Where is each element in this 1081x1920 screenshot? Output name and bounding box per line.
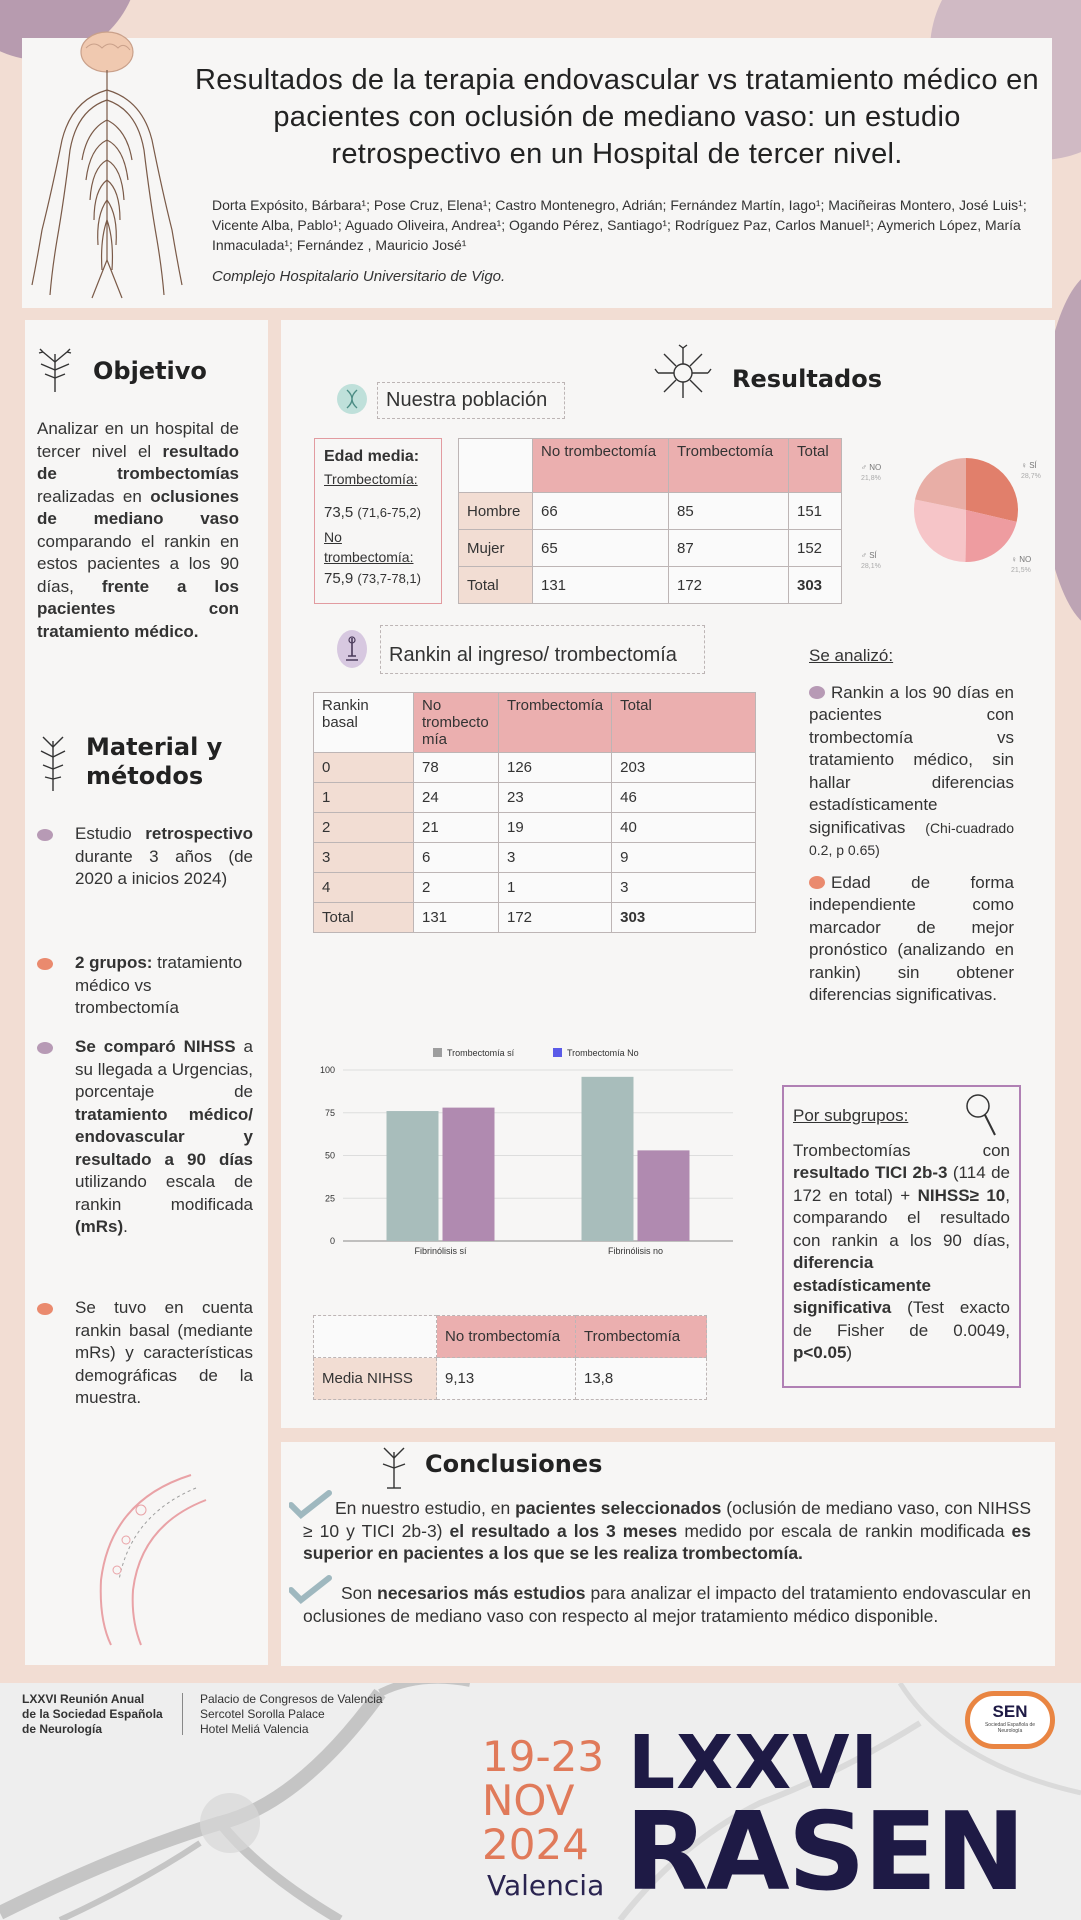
sex-pie-chart [861,440,1051,590]
table-row-label: Total [314,903,414,933]
x-tick-label: Fibrinólisis no [607,1246,664,1256]
table-cell: 9,13 [437,1358,576,1400]
event-dates [482,1732,605,1869]
table-cell: 1 [499,873,612,903]
venue-1: Palacio de Congresos de Valencia [200,1692,383,1706]
material-bullet-4 [37,1297,253,1410]
poster-title: Resultados de la terapia endovascular vs tratamiento médico en pacientes con oclusión de mediano vaso: un estudio retrospectivo en un Hospital de tercer nivel. [195,64,1039,170]
table-header-cell: No trombectomía [533,439,669,493]
table-header-cell: Trombectomía [576,1316,707,1358]
table-row [459,493,842,530]
table-cell: 131 [533,567,669,604]
legend-label: Trombectomía sí [447,1048,515,1058]
table-cell: 203 [612,753,756,783]
pie-value-label: 28,1% [861,563,881,570]
se-analizo-block [809,645,1014,1007]
rankin-subheading: Rankin al ingreso/ trombectomía [380,625,705,674]
footer-banner [0,1683,1081,1920]
table-cell: 19 [499,813,612,843]
subgrupos-b3: diferencia estadísticamente significativa [793,1253,931,1317]
subgrupos-b1: resultado TICI 2b-3 [793,1163,948,1182]
objetivo-text-2: realizadas en [37,486,151,506]
bullet-dot-icon [37,1303,53,1315]
table-row-label: Hombre [459,493,533,530]
nervous-system-illustration [22,30,192,300]
pie-value-label: 28,7% [1021,473,1041,480]
bullet-dot-icon [809,876,825,889]
concl-c1-t2: (oclusión de mediano vaso, con NIHSS ≥ 10 y TICI 2b-3) [303,1498,1031,1541]
subgrupos-box [782,1085,1021,1388]
table-header-cell: No trombectomía [437,1316,576,1358]
bar [443,1108,495,1241]
table-cell: 6 [414,843,499,873]
dna-icon [337,384,367,414]
event-city: Valencia [487,1869,605,1902]
left-column-panel [25,320,268,1665]
table-cell: 21 [414,813,499,843]
subgrupos-text [793,1140,1010,1365]
table-row-label: Total [459,567,533,604]
event-line-2: de la Sociedad Española [22,1707,163,1721]
subgrupos-t4: (Test exacto de Fisher de 0.0049, [793,1298,1010,1340]
table-row-label: 2 [314,813,414,843]
table-cell: 2 [414,873,499,903]
edad-no-label: No trombectomía: [324,529,414,565]
subgrupos-t3: , comparando el resultado con rankin a los 90 días, [793,1185,1010,1250]
affiliation: Complejo Hospitalario Universitario de Vigo. [212,268,506,285]
objetivo-bold-2: oclusiones de mediano vaso [37,486,239,528]
table-row [314,903,756,933]
table-cell: 303 [612,903,756,933]
event-dates-month: NOV [482,1776,575,1825]
conclusiones-panel [281,1442,1055,1666]
material-b3-bold-1: Se comparó NIHSS [75,1037,236,1056]
bullet-dot-icon [37,958,53,970]
y-tick-label: 50 [324,1150,335,1161]
authors-list: Dorta Expósito, Bárbara¹; Pose Cruz, Elena¹; Castro Montenegro, Adrián; Fernández Martín, Iago¹; Maciñeiras Montero, José Luis¹; Vicente Alba, Pablo¹; Aguado Oliveira, Andrea¹; Ogando Pérez, Santiago¹; Rodríguez Paz, Carlos Manuel¹; Aymerich López, María Inmaculada¹; Fernández , Mauricio José¹ [212,197,1027,253]
legend-swatch [553,1048,562,1057]
concl-c2-t1: Son [341,1583,378,1603]
material-b1-bold: retrospectivo [145,824,253,843]
header-panel [22,38,1052,308]
subgrupos-t2: (114 de 172 en total) + [793,1163,1010,1205]
material-b1-text-1: Estudio [75,824,146,843]
objetivo-text-3: comparando el rankin en estos pacientes a los 90 días, [37,531,239,596]
table-cell: 65 [533,530,669,567]
table-cell: 13,8 [576,1358,707,1400]
rasen-number: LXXVI [628,1720,880,1806]
se-analizo-item-2 [809,872,1014,1007]
bar [638,1150,690,1241]
material-b3-text-2: utilizando escala de rankin modificada [75,1172,253,1214]
bullet-dot-icon [809,686,825,699]
sen-logo-text: SEN [992,1702,1028,1721]
se-analizo-item-2-text: Edad de forma independiente como marcador de mejor pronóstico (analizando en rankin) sin obtener diferencias significativas. [809,872,1014,1004]
table-header-cell: Trombectomía [499,693,612,753]
nihss-table [313,1315,707,1400]
table-cell: 131 [414,903,499,933]
blood-vessel-illustration [71,1470,211,1650]
se-analizo-item-1-text: Rankin a los 90 días en pacientes con trombectomía vs tratamiento médico, sin hallar diferencias estadísticamente significativas [809,682,1014,837]
material-b2-bold: 2 grupos: [75,953,153,972]
y-tick-label: 0 [329,1236,335,1246]
sen-logo [965,1691,1055,1749]
neuron-icon [654,344,712,402]
tree-icon [35,733,71,793]
se-analizo-item-1-stat: (Chi-cuadrado 0.2, p 0.65) [809,819,1014,858]
resultados-heading: Resultados [732,365,882,393]
edad-trombectomia-value: 73,5 [324,504,354,521]
objetivo-text [37,418,239,643]
table-header-row [314,1316,707,1358]
objetivo-bold-3: frente a los pacientes con tratamiento médico. [37,576,239,641]
event-dates-year: 2024 [482,1820,589,1869]
edad-no-value: 75,9 [324,570,354,587]
table-row [314,843,756,873]
subgrupos-b4: p<0.05 [793,1343,847,1362]
check-icon [289,1574,333,1604]
material-b4-text: Se tuvo en cuenta rankin basal (mediante mRs) y características demográficas de la muestra. [75,1298,253,1407]
check-icon [289,1489,333,1519]
concl-c1-t1: En nuestro estudio, en [335,1498,516,1518]
bar [387,1111,439,1241]
plant-icon [33,344,77,394]
legend-label: Trombectomía No [567,1048,639,1058]
x-tick-label: Fibrinólisis sí [414,1246,467,1256]
table-cell [314,1316,437,1358]
y-tick-label: 100 [319,1065,335,1075]
table-row [314,873,756,903]
poblacion-table [458,438,842,604]
bar [582,1077,634,1241]
conclusiones-heading: Conclusiones [425,1450,603,1478]
subgrupos-t5: ) [846,1343,853,1362]
venue-2: Sercotel Sorolla Palace [200,1707,325,1721]
table-cell: 66 [533,493,669,530]
table-cell: 3 [612,873,756,903]
pie-value-label: 21,5% [1011,567,1031,574]
subgrupos-b2: NIHSS≥ 10 [917,1185,1006,1205]
conclusion-item-2 [303,1582,1031,1627]
bullet-dot-icon [37,1042,53,1054]
pie-label: ♂ NO [861,463,882,472]
table-row-label: 4 [314,873,414,903]
concl-c1-t3: medido por escala de rankin modificada [677,1520,1012,1541]
edad-no-range: (73,7-78,1) [357,571,421,586]
objetivo-bold-1: resultado de trombectomías [37,441,239,483]
table-row [314,783,756,813]
table-cell: 172 [499,903,612,933]
legend-swatch [433,1048,442,1057]
objetivo-heading: Objetivo [93,357,207,385]
table-cell: 78 [414,753,499,783]
footer-divider [182,1693,183,1735]
material-b3-text-1: a su llegada a Urgencias, porcentaje de [75,1037,253,1101]
table-header-cell: Trombectomía [669,439,789,493]
event-name [22,1692,163,1737]
edad-title: Edad media: [324,448,420,465]
microscope-icon [337,630,367,668]
edad-trombectomia-range: (71,6-75,2) [357,505,421,520]
edad-trombectomia-label: Trombectomía: [324,471,418,487]
pie-label: ♂ SÍ [861,551,877,560]
material-b3-bold-2: tratamiento médico/ endovascular y resultado a 90 días [75,1104,253,1169]
venue-list [200,1692,383,1737]
subgrupos-t1: Trombectomías con [793,1140,1010,1160]
results-panel [281,320,1055,1428]
table-row-label: Media NIHSS [314,1358,437,1400]
venue-3: Hotel Meliá Valencia [200,1722,309,1736]
table-cell: 24 [414,783,499,813]
material-bullet-2 [37,952,253,1020]
table-row [459,567,842,604]
table-cell: 152 [789,530,842,567]
fibrinolisis-bar-chart [313,1020,753,1270]
concl-c2-t2: para analizar el impacto del tratamiento endovascular en oclusiones de mediano vaso con respecto al mejor tratamiento médico disponible. [303,1583,1032,1626]
pie-value-label: 21,8% [861,475,881,482]
pie-label: ♀ NO [1011,555,1032,564]
table-cell: 87 [669,530,789,567]
table-cell: 46 [612,783,756,813]
rankin-table [313,692,756,933]
bullet-dot-icon [37,829,53,841]
table-cell: 85 [669,493,789,530]
table-cell: 3 [499,843,612,873]
conclusion-item-1 [303,1497,1031,1565]
table-header-row [314,693,756,753]
table-header-row [459,439,842,493]
rasen-title: RASEN [625,1790,1024,1915]
y-tick-label: 75 [324,1107,335,1118]
table-cell: 172 [669,567,789,604]
plant-icon [377,1442,411,1490]
se-analizo-item-1 [809,682,1014,862]
table-cell: 303 [789,567,842,604]
material-b3-text-3: . [123,1217,128,1236]
objetivo-text-1: Analizar en un hospital de tercer nivel el [37,419,239,461]
magnifier-icon [963,1091,997,1139]
material-bullet-3 [37,1036,253,1239]
table-cell: 9 [612,843,756,873]
concl-c1-b2: el resultado a los 3 meses [449,1520,678,1541]
table-row-label: Mujer [459,530,533,567]
table-header-cell: Total [789,439,842,493]
material-bullet-1 [37,823,253,891]
table-cell: 151 [789,493,842,530]
event-line-3: de Neurología [22,1722,103,1736]
concl-c1-b3: es superior en pacientes a los que se les realiza trombectomía. [303,1520,1031,1563]
y-tick-label: 25 [324,1193,335,1204]
table-cell [459,439,533,493]
material-b2-text: tratamiento médico vs trombectomía [75,953,243,1017]
table-row-label: 3 [314,843,414,873]
se-analizo-title: Se analizó: [809,646,894,665]
poblacion-subheading: Nuestra población [377,382,565,419]
table-row [314,1358,707,1400]
subgrupos-title: Por subgrupos: [793,1106,909,1125]
concl-c2-b1: necesarios más estudios [377,1583,586,1603]
pie-slice [914,500,966,562]
table-header-cell: Total [612,693,756,753]
material-heading: Material y métodos [86,733,223,790]
table-row-label: 1 [314,783,414,813]
pie-label: ♀ SÍ [1021,461,1037,470]
table-header-cell: No trombecto mía [414,693,499,753]
table-row [314,753,756,783]
material-b1-text-2: durante 3 años (de 2020 a inicios 2024) [75,846,253,888]
table-row [314,813,756,843]
edad-media-box [314,438,442,604]
sen-logo-subtext: Sociedad Española de Neurología [984,1722,1036,1734]
event-line-1: LXXVI Reunión Anual [22,1692,145,1706]
material-b3-bold-3: (mRs) [75,1217,124,1236]
table-header-cell: Rankin basal [314,693,414,753]
table-row-label: 0 [314,753,414,783]
table-cell: 23 [499,783,612,813]
concl-c1-b1: pacientes seleccionados [515,1498,722,1518]
event-dates-days: 19-23 [482,1732,605,1781]
table-row [459,530,842,567]
table-cell: 126 [499,753,612,783]
table-cell: 40 [612,813,756,843]
